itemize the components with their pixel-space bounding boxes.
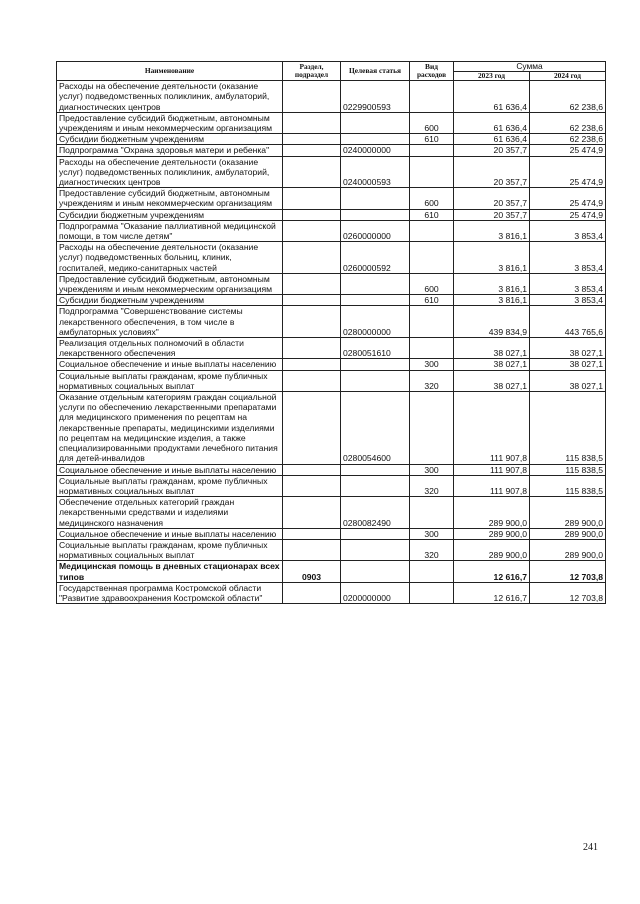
row-razdel — [283, 242, 341, 274]
row-sum-2024: 25 474,9 — [530, 156, 606, 188]
row-name: Социальные выплаты гражданам, кроме публичных нормативных социальных выплат — [57, 475, 283, 496]
row-sum-2023: 61 636,4 — [454, 134, 530, 145]
table-row — [57, 475, 606, 496]
row-sum-2023: 61 636,4 — [454, 112, 530, 133]
row-sum-2024: 115 838,5 — [530, 464, 606, 475]
row-razdel — [283, 306, 341, 338]
header-name: Наименование — [57, 62, 283, 81]
table-row — [57, 145, 606, 156]
row-celevaya: 0280054600 — [341, 392, 410, 464]
row-name: Подпрограмма "Оказание паллиативной медицинской помощи, в том числе детям" — [57, 220, 283, 241]
row-vid: 600 — [410, 188, 454, 209]
row-sum-2024: 12 703,8 — [530, 561, 606, 582]
row-vid: 600 — [410, 112, 454, 133]
row-name: Социальное обеспечение и иные выплаты населению — [57, 528, 283, 539]
row-sum-2023: 3 816,1 — [454, 242, 530, 274]
row-sum-2024: 289 900,0 — [530, 528, 606, 539]
row-sum-2023: 439 834,9 — [454, 306, 530, 338]
row-name: Социальные выплаты гражданам, кроме публичных нормативных социальных выплат — [57, 370, 283, 391]
row-razdel — [283, 338, 341, 359]
table-row — [57, 464, 606, 475]
row-name: Подпрограмма "Совершенствование системы лекарственного обеспечения, в том числе в амбулаторных условиях" — [57, 306, 283, 338]
table-row — [57, 134, 606, 145]
row-celevaya — [341, 112, 410, 133]
row-sum-2023: 20 357,7 — [454, 188, 530, 209]
table-row — [57, 539, 606, 560]
row-celevaya — [341, 209, 410, 220]
row-razdel — [283, 464, 341, 475]
header-razdel: Раздел, подраздел — [283, 62, 341, 81]
row-sum-2023: 38 027,1 — [454, 359, 530, 370]
row-razdel — [283, 220, 341, 241]
row-name: Социальное обеспечение и иные выплаты населению — [57, 359, 283, 370]
table-row — [57, 359, 606, 370]
row-sum-2024: 3 853,4 — [530, 273, 606, 294]
table-body — [57, 81, 606, 604]
row-sum-2023: 111 907,8 — [454, 392, 530, 464]
row-vid — [410, 497, 454, 529]
row-sum-2024: 115 838,5 — [530, 475, 606, 496]
row-celevaya — [341, 359, 410, 370]
table-row — [57, 306, 606, 338]
table-row — [57, 220, 606, 241]
row-name: Социальные выплаты гражданам, кроме публичных нормативных социальных выплат — [57, 539, 283, 560]
row-celevaya: 0280082490 — [341, 497, 410, 529]
table-row — [57, 561, 606, 582]
table-header — [57, 62, 606, 81]
row-sum-2024: 25 474,9 — [530, 145, 606, 156]
row-razdel — [283, 81, 341, 113]
header-celevaya: Целевая статья — [341, 62, 410, 81]
table-row — [57, 242, 606, 274]
row-razdel — [283, 145, 341, 156]
row-sum-2023: 111 907,8 — [454, 464, 530, 475]
row-celevaya — [341, 370, 410, 391]
row-celevaya: 0240000593 — [341, 156, 410, 188]
row-name: Оказание отдельным категориям граждан социальной услуги по обеспечению лекарственными препаратами для медицинского применения по рецептам на лекарственные препараты, медицинскими изделиями по рецептам на медицинские изделия, а также специализированными продуктами лечебного питания для детей-инвалидов — [57, 392, 283, 464]
row-sum-2024: 25 474,9 — [530, 209, 606, 220]
page-number: 241 — [583, 842, 598, 853]
row-razdel — [283, 497, 341, 529]
row-vid: 320 — [410, 539, 454, 560]
row-name: Расходы на обеспечение деятельности (оказание услуг) подведомственных поликлиник, амбулаторий, диагностических центров — [57, 81, 283, 113]
row-sum-2023: 20 357,7 — [454, 156, 530, 188]
row-razdel — [283, 582, 341, 603]
row-vid — [410, 220, 454, 241]
row-razdel — [283, 209, 341, 220]
row-celevaya — [341, 528, 410, 539]
row-celevaya: 0229900593 — [341, 81, 410, 113]
row-sum-2024: 3 853,4 — [530, 295, 606, 306]
row-name: Субсидии бюджетным учреждениям — [57, 209, 283, 220]
row-vid — [410, 81, 454, 113]
table-row — [57, 188, 606, 209]
row-celevaya: 0280000000 — [341, 306, 410, 338]
row-sum-2023: 20 357,7 — [454, 145, 530, 156]
row-vid: 610 — [410, 209, 454, 220]
row-celevaya — [341, 561, 410, 582]
row-vid: 300 — [410, 528, 454, 539]
row-celevaya — [341, 295, 410, 306]
row-razdel: 0903 — [283, 561, 341, 582]
table-row — [57, 112, 606, 133]
row-name: Социальное обеспечение и иные выплаты населению — [57, 464, 283, 475]
row-sum-2024: 62 238,6 — [530, 112, 606, 133]
header-vid: Вид расходов — [410, 62, 454, 81]
row-sum-2023: 289 900,0 — [454, 497, 530, 529]
table-row — [57, 528, 606, 539]
row-razdel — [283, 295, 341, 306]
row-vid: 610 — [410, 134, 454, 145]
table-row — [57, 273, 606, 294]
row-vid — [410, 392, 454, 464]
row-celevaya: 0280051610 — [341, 338, 410, 359]
row-razdel — [283, 273, 341, 294]
row-vid: 320 — [410, 475, 454, 496]
row-celevaya — [341, 475, 410, 496]
row-vid — [410, 145, 454, 156]
row-razdel — [283, 475, 341, 496]
row-razdel — [283, 370, 341, 391]
row-sum-2023: 111 907,8 — [454, 475, 530, 496]
row-celevaya — [341, 464, 410, 475]
row-celevaya: 0240000000 — [341, 145, 410, 156]
header-2023: 2023 год — [454, 71, 530, 81]
row-sum-2023: 3 816,1 — [454, 295, 530, 306]
row-name: Государственная программа Костромской области "Развитие здравоохранения Костромской области" — [57, 582, 283, 603]
row-vid — [410, 338, 454, 359]
table-row — [57, 582, 606, 603]
table-row — [57, 156, 606, 188]
row-razdel — [283, 528, 341, 539]
row-name: Расходы на обеспечение деятельности (оказание услуг) подведомственных поликлиник, амбулаторий, диагностических центров — [57, 156, 283, 188]
row-celevaya — [341, 188, 410, 209]
row-name: Реализация отдельных полномочий в области лекарственного обеспечения — [57, 338, 283, 359]
row-razdel — [283, 112, 341, 133]
row-sum-2024: 38 027,1 — [530, 338, 606, 359]
budget-table — [56, 61, 606, 604]
table-row — [57, 295, 606, 306]
row-sum-2024: 38 027,1 — [530, 359, 606, 370]
row-razdel — [283, 359, 341, 370]
row-celevaya — [341, 273, 410, 294]
table-row — [57, 497, 606, 529]
row-name: Расходы на обеспечение деятельности (оказание услуг) подведомственных больниц, клиник, госпиталей, медико-санитарных частей — [57, 242, 283, 274]
row-sum-2023: 20 357,7 — [454, 209, 530, 220]
header-summa: Сумма — [454, 62, 606, 72]
row-name: Субсидии бюджетным учреждениям — [57, 295, 283, 306]
row-razdel — [283, 392, 341, 464]
row-sum-2023: 12 616,7 — [454, 582, 530, 603]
row-sum-2024: 25 474,9 — [530, 188, 606, 209]
row-sum-2024: 3 853,4 — [530, 242, 606, 274]
row-sum-2024: 289 900,0 — [530, 539, 606, 560]
row-name: Предоставление субсидий бюджетным, автономным учреждениям и иным некоммерческим организациям — [57, 273, 283, 294]
row-vid: 300 — [410, 464, 454, 475]
row-sum-2024: 62 238,6 — [530, 81, 606, 113]
row-sum-2023: 3 816,1 — [454, 273, 530, 294]
header-2024: 2024 год — [530, 71, 606, 81]
row-vid — [410, 242, 454, 274]
row-sum-2024: 289 900,0 — [530, 497, 606, 529]
row-celevaya — [341, 539, 410, 560]
row-sum-2023: 3 816,1 — [454, 220, 530, 241]
row-sum-2023: 38 027,1 — [454, 338, 530, 359]
row-name: Медицинская помощь в дневных стационарах всех типов — [57, 561, 283, 582]
row-vid — [410, 306, 454, 338]
row-celevaya: 0260000592 — [341, 242, 410, 274]
row-vid: 300 — [410, 359, 454, 370]
row-celevaya: 0260000000 — [341, 220, 410, 241]
table-row — [57, 209, 606, 220]
row-razdel — [283, 134, 341, 145]
row-sum-2024: 443 765,6 — [530, 306, 606, 338]
row-sum-2023: 61 636,4 — [454, 81, 530, 113]
table-row — [57, 392, 606, 464]
row-name: Субсидии бюджетным учреждениям — [57, 134, 283, 145]
row-vid — [410, 561, 454, 582]
row-name: Обеспечение отдельных категорий граждан лекарственными средствами и изделиями медицинского назначения — [57, 497, 283, 529]
row-razdel — [283, 156, 341, 188]
row-sum-2023: 12 616,7 — [454, 561, 530, 582]
row-sum-2023: 38 027,1 — [454, 370, 530, 391]
row-sum-2024: 115 838,5 — [530, 392, 606, 464]
row-sum-2024: 12 703,8 — [530, 582, 606, 603]
row-name: Предоставление субсидий бюджетным, автономным учреждениям и иным некоммерческим организациям — [57, 188, 283, 209]
row-sum-2024: 3 853,4 — [530, 220, 606, 241]
row-sum-2023: 289 900,0 — [454, 539, 530, 560]
row-sum-2024: 38 027,1 — [530, 370, 606, 391]
row-celevaya — [341, 134, 410, 145]
row-vid — [410, 156, 454, 188]
row-vid — [410, 582, 454, 603]
row-vid: 610 — [410, 295, 454, 306]
row-vid: 320 — [410, 370, 454, 391]
row-sum-2024: 62 238,6 — [530, 134, 606, 145]
table-row — [57, 338, 606, 359]
row-razdel — [283, 539, 341, 560]
row-name: Подпрограмма "Охрана здоровья матери и ребенка" — [57, 145, 283, 156]
row-sum-2023: 289 900,0 — [454, 528, 530, 539]
table-row — [57, 81, 606, 113]
row-razdel — [283, 188, 341, 209]
table-row — [57, 370, 606, 391]
row-celevaya: 0200000000 — [341, 582, 410, 603]
row-name: Предоставление субсидий бюджетным, автономным учреждениям и иным некоммерческим организациям — [57, 112, 283, 133]
row-vid: 600 — [410, 273, 454, 294]
